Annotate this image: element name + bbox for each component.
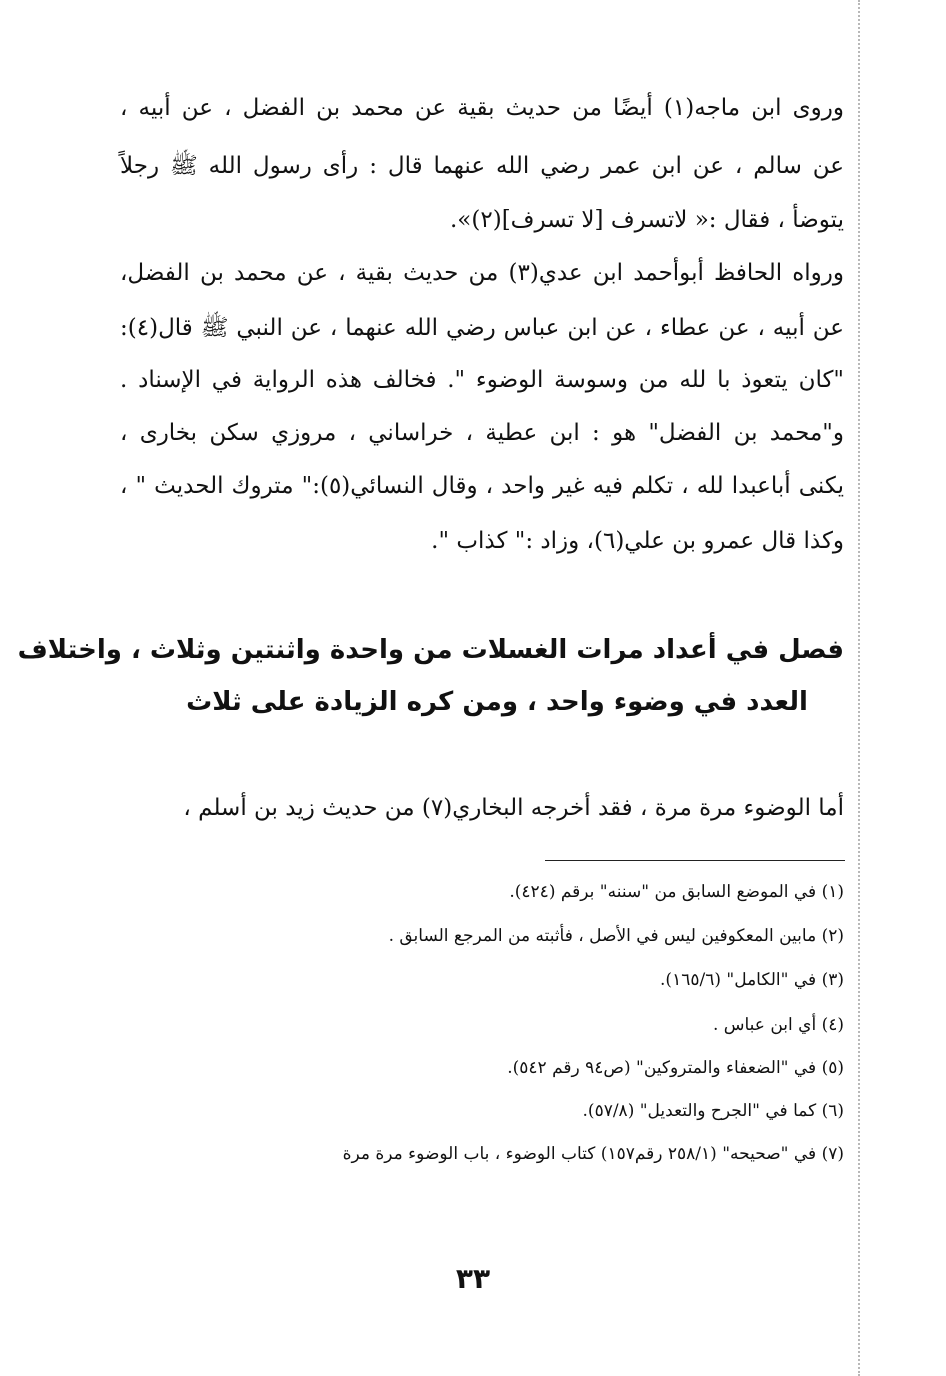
footnote: (٥) في "الضعفاء والمتروكين" (ص٩٤ رقم ٥٤٢). <box>507 1058 844 1078</box>
footnote: (٧) في "صحيحه" (٢٥٨/١ رقم١٥٧) كتاب الوضوء ، باب الوضوء مرة مرة <box>342 1144 844 1164</box>
footnote: (٦) كما في "الجرح والتعديل" (٥٧/٨). <box>582 1101 844 1121</box>
body-line: وكذا قال عمرو بن علي(٦)، وزاد :" كذاب ". <box>431 528 844 554</box>
scan-edge-dots <box>858 0 860 1376</box>
footnote: (٤) أي ابن عباس . <box>712 1015 844 1035</box>
body-line: "كان يتعوذ با لله من وسوسة الوضوء ". فخالف هذه الرواية في الإسناد . <box>120 367 844 393</box>
footnote-separator <box>545 860 845 861</box>
footnote: (١) في الموضع السابق من "سننه" برقم (٤٢٤). <box>509 882 844 902</box>
body-line: وروى ابن ماجه(١) أيضًا من حديث بقية عن محمد بن الفضل ، عن أبيه ، <box>120 95 844 121</box>
body-line: يكنى أباعبدا لله ، تكلم فيه غير واحد ، وقال النسائي(٥):" متروك الحديث " ، <box>120 473 844 499</box>
body-line: عن سالم ، عن ابن عمر رضي الله عنهما قال : رأى رسول الله ﷺ رجلاً <box>120 153 844 179</box>
body-line: و"محمد بن الفضل" هو : ابن عطية ، خراساني ، مروزي سكن بخارى ، <box>120 420 844 446</box>
body-line: ورواه الحافظ أبوأحمد ابن عدي(٣) من حديث بقية ، عن محمد بن الفضل، <box>120 260 844 286</box>
heading-line: العدد في وضوء واحد ، ومن كره الزيادة على ثلاث <box>186 687 808 717</box>
body-line: عن أبيه ، عن عطاء ، عن ابن عباس رضي الله عنهما ، عن النبي ﷺ قال(٤): <box>120 315 844 341</box>
body-line: يتوضأ ، فقال :« لاتسرف [لا تسرف](٢)». <box>450 207 844 233</box>
footnote: (٣) في "الكامل" (١٦٥/٦). <box>660 970 844 990</box>
footnote: (٢) مابين المعكوفين ليس في الأصل ، فأثبته من المرجع السابق . <box>388 926 844 946</box>
page-number: ٣٣ <box>455 1262 491 1295</box>
body-line: أما الوضوء مرة مرة ، فقد أخرجه البخاري(٧) من حديث زيد بن أسلم ، <box>183 795 844 821</box>
heading-line: فصل في أعداد مرات الغسلات من واحدة واثنتين وثلاث ، واختلاف <box>17 635 844 665</box>
